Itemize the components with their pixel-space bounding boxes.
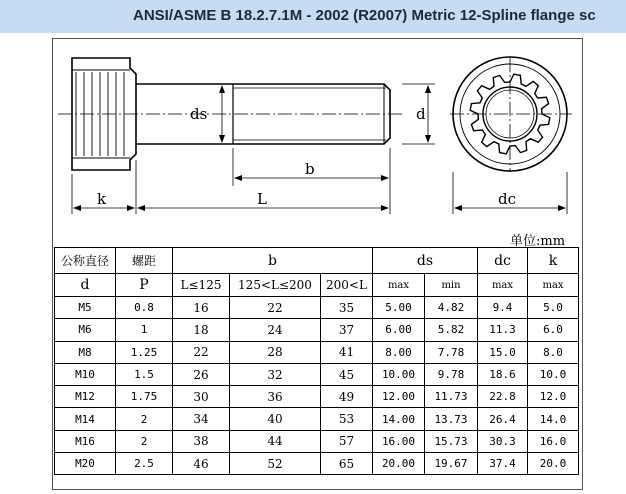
cell-b-3: 45 xyxy=(321,363,373,385)
spec-table-body xyxy=(55,297,579,475)
col-b-sub-1: L≤125 xyxy=(173,274,230,297)
cell-b-3: 49 xyxy=(321,386,373,408)
cell-pitch: 0.8 xyxy=(116,297,173,319)
cell-ds-max: 20.00 xyxy=(373,453,425,475)
col-ds-max: max xyxy=(373,274,425,297)
cell-pitch: 1.75 xyxy=(116,386,173,408)
cell-b-3: 35 xyxy=(321,297,373,319)
col-dc: dc xyxy=(478,248,528,274)
table-row xyxy=(55,408,579,430)
cell-ds-min: 11.73 xyxy=(425,386,478,408)
cell-b-1: 38 xyxy=(173,430,230,452)
col-ds: ds xyxy=(373,248,478,274)
unit-note: 单位:mm xyxy=(510,234,566,249)
col-dc-max: max xyxy=(478,274,528,297)
cell-b-2: 40 xyxy=(230,408,321,430)
table-row xyxy=(55,319,579,341)
cell-ds-min: 7.78 xyxy=(425,341,478,363)
cell-nominal: M12 xyxy=(55,386,116,408)
cell-ds-min: 5.82 xyxy=(425,319,478,341)
cell-dc-max: 9.4 xyxy=(478,297,528,319)
spec-table xyxy=(54,247,579,475)
cell-pitch: 2.5 xyxy=(116,453,173,475)
cell-b-1: 30 xyxy=(173,386,230,408)
cell-ds-min: 4.82 xyxy=(425,297,478,319)
k-label: k xyxy=(97,190,107,208)
cell-b-2: 22 xyxy=(230,297,321,319)
cell-k-max: 14.0 xyxy=(528,408,579,430)
ds-label: ds xyxy=(190,105,208,123)
table-row xyxy=(55,297,579,319)
cell-pitch: 2 xyxy=(116,408,173,430)
cell-b-3: 41 xyxy=(321,341,373,363)
cell-k-max: 16.0 xyxy=(528,430,579,452)
col-ds-min: min xyxy=(425,274,478,297)
cell-b-1: 18 xyxy=(173,319,230,341)
cell-b-1: 46 xyxy=(173,453,230,475)
cell-nominal: M20 xyxy=(55,453,116,475)
cell-ds-min: 15.73 xyxy=(425,430,478,452)
cell-dc-max: 37.4 xyxy=(478,453,528,475)
cell-b-1: 16 xyxy=(173,297,230,319)
cell-dc-max: 18.6 xyxy=(478,363,528,385)
cell-dc-max: 22.8 xyxy=(478,386,528,408)
cell-pitch: 1.5 xyxy=(116,363,173,385)
page-title: ANSI/ASME B 18.2.7.1M - 2002 (R2007) Metric 12-Spline flange sc xyxy=(133,7,596,24)
cell-dc-max: 26.4 xyxy=(478,408,528,430)
cell-dc-max: 15.0 xyxy=(478,341,528,363)
cell-b-2: 44 xyxy=(230,430,321,452)
d-label: d xyxy=(416,105,426,123)
cell-k-max: 8.0 xyxy=(528,341,579,363)
col-nominal-symbol: d xyxy=(55,274,116,297)
cell-nominal: M5 xyxy=(55,297,116,319)
L-label: L xyxy=(257,190,267,208)
cell-b-2: 36 xyxy=(230,386,321,408)
cell-nominal: M10 xyxy=(55,363,116,385)
b-label: b xyxy=(305,160,315,178)
cell-nominal: M6 xyxy=(55,319,116,341)
col-b-sub-2: 125<L≤200 xyxy=(230,274,321,297)
cell-b-2: 32 xyxy=(230,363,321,385)
cell-k-max: 12.0 xyxy=(528,386,579,408)
cell-ds-max: 12.00 xyxy=(373,386,425,408)
cell-ds-max: 14.00 xyxy=(373,408,425,430)
cell-b-2: 24 xyxy=(230,319,321,341)
cell-b-2: 28 xyxy=(230,341,321,363)
cell-b-1: 34 xyxy=(173,408,230,430)
cell-b-1: 26 xyxy=(173,363,230,385)
cell-pitch: 1 xyxy=(116,319,173,341)
cell-dc-max: 30.3 xyxy=(478,430,528,452)
cell-ds-max: 8.00 xyxy=(373,341,425,363)
cell-b-3: 65 xyxy=(321,453,373,475)
dc-label: dc xyxy=(498,190,517,208)
col-b-sub-3: 200<L xyxy=(321,274,373,297)
table-row xyxy=(55,386,579,408)
cell-ds-min: 9.78 xyxy=(425,363,478,385)
cell-dc-max: 11.3 xyxy=(478,319,528,341)
cell-b-3: 37 xyxy=(321,319,373,341)
cell-k-max: 10.0 xyxy=(528,363,579,385)
cell-pitch: 2 xyxy=(116,430,173,452)
col-pitch: 螺距 xyxy=(116,248,173,274)
cell-ds-max: 16.00 xyxy=(373,430,425,452)
cell-ds-max: 10.00 xyxy=(373,363,425,385)
cell-nominal: M16 xyxy=(55,430,116,452)
col-nominal-diameter: 公称直径 xyxy=(55,248,116,274)
cell-k-max: 20.0 xyxy=(528,453,579,475)
cell-k-max: 6.0 xyxy=(528,319,579,341)
table-row xyxy=(55,341,579,363)
cell-b-2: 52 xyxy=(230,453,321,475)
cell-b-3: 53 xyxy=(321,408,373,430)
col-pitch-symbol: P xyxy=(116,274,173,297)
cell-nominal: M14 xyxy=(55,408,116,430)
col-b: b xyxy=(173,248,373,274)
cell-ds-max: 6.00 xyxy=(373,319,425,341)
table-row xyxy=(55,453,579,475)
cell-k-max: 5.0 xyxy=(528,297,579,319)
cell-ds-min: 19.67 xyxy=(425,453,478,475)
col-k-max: max xyxy=(528,274,579,297)
table-row xyxy=(55,430,579,452)
cell-pitch: 1.25 xyxy=(116,341,173,363)
bolt-end-view xyxy=(450,57,572,172)
cell-b-3: 57 xyxy=(321,430,373,452)
cell-b-1: 22 xyxy=(173,341,230,363)
cell-ds-min: 13.73 xyxy=(425,408,478,430)
cell-ds-max: 5.00 xyxy=(373,297,425,319)
cell-nominal: M8 xyxy=(55,341,116,363)
col-k: k xyxy=(528,248,579,274)
table-row xyxy=(55,363,579,385)
